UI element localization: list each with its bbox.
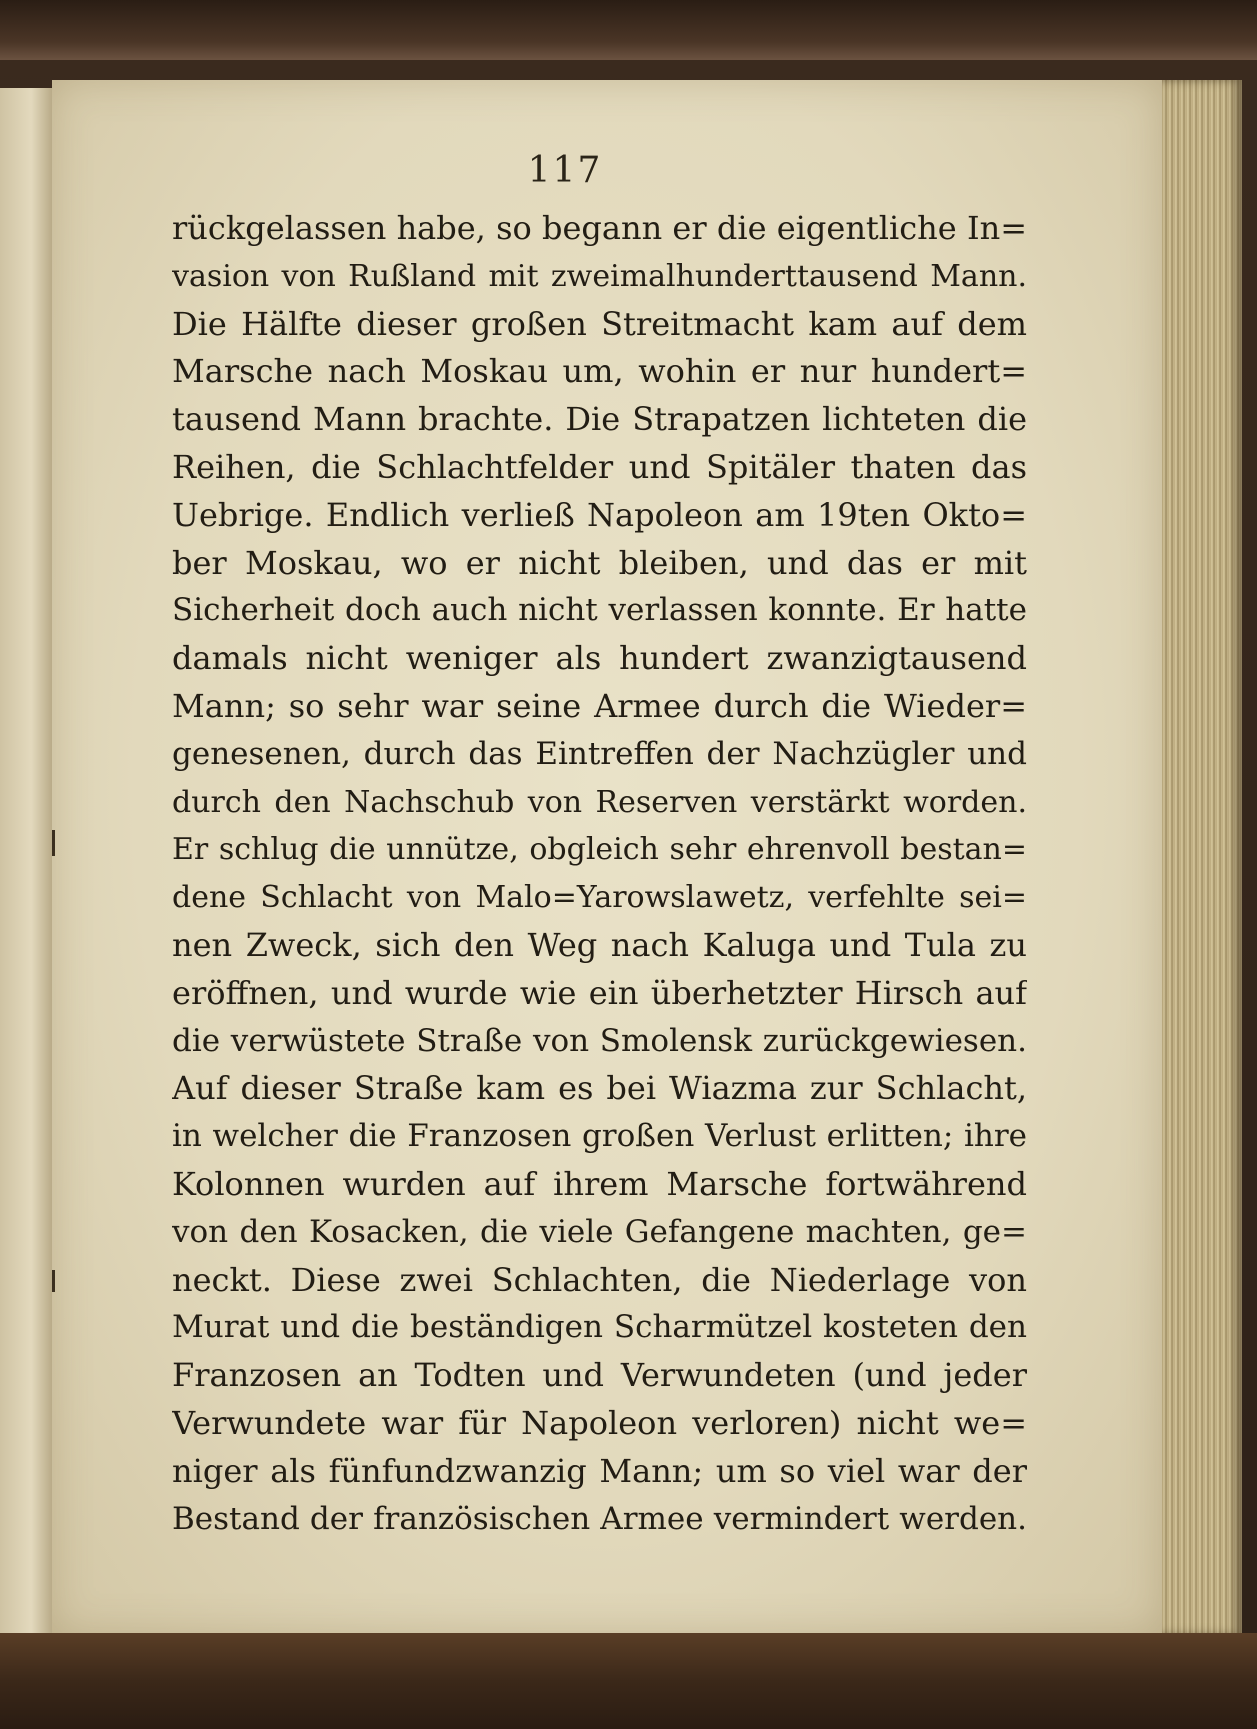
text-line: Bestand der französischen Armee vermindert werden. xyxy=(172,1500,1027,1537)
body-text xyxy=(172,205,1027,1543)
text-line: Kolonnen wurden auf ihrem Marsche fortwährend xyxy=(172,1164,1027,1203)
text-line: Murat und die beständigen Scharmützel kosteten den xyxy=(172,1309,1027,1346)
text-line: Uebrige. Endlich verließ Napoleon am 19ten Okto= xyxy=(172,495,1027,534)
text-line: niger als fünfundzwanzig Mann; um so viel war der xyxy=(172,1451,1027,1490)
text-line: nen Zweck, sich den Weg nach Kaluga und Tula zu xyxy=(172,925,1027,964)
text-line: Er schlug die unnütze, obgleich sehr ehrenvoll bestan= xyxy=(172,832,1027,868)
text-line: Reihen, die Schlachtfelder und Spitäler thaten das xyxy=(172,447,1027,486)
text-line: genesenen, durch das Eintreffen der Nachzügler und xyxy=(172,735,1027,772)
bottom-binding-edge xyxy=(0,1633,1257,1729)
text-line: eröffnen, und wurde wie ein überhetzter Hirsch auf xyxy=(172,973,1027,1012)
text-line: die verwüstete Straße von Smolensk zurückgewiesen. xyxy=(172,1022,1027,1059)
text-line: Franzosen an Todten und Verwundeten (und jeder xyxy=(172,1356,1027,1395)
text-line: durch den Nachschub von Reserven verstärkt worden. xyxy=(172,784,1027,820)
margin-mark xyxy=(52,1270,55,1292)
left-page-sliver xyxy=(0,88,54,1633)
text-line: Sicherheit doch auch nicht verlassen konnte. Er hatte xyxy=(172,592,1027,629)
text-line: Die Hälfte dieser großen Streitmacht kam auf dem xyxy=(172,304,1027,343)
text-line: rückgelassen habe, so begann er die eigentliche In= xyxy=(172,209,1027,247)
text-line: von den Kosacken, die viele Gefangene machten, ge= xyxy=(172,1213,1027,1250)
text-line: ber Moskau, wo er nicht bleiben, und das er mit xyxy=(172,543,1027,582)
text-line: Marsche nach Moskau um, wohin er nur hundert= xyxy=(172,352,1027,391)
margin-mark xyxy=(52,830,55,856)
text-line: vasion von Rußland mit zweimalhunderttausend Mann. xyxy=(172,258,1027,294)
text-line: Auf dieser Straße kam es bei Wiazma zur Schlacht, xyxy=(172,1069,1027,1108)
text-line: neckt. Diese zwei Schlachten, die Niederlage von xyxy=(172,1260,1027,1299)
page-number: 117 xyxy=(527,150,603,191)
text-line: in welcher die Franzosen großen Verlust erlitten; ihre xyxy=(172,1118,1027,1155)
page-fore-edge xyxy=(1162,80,1242,1635)
text-line: damals nicht weniger als hundert zwanzigtausend xyxy=(172,639,1027,678)
text-line: Verwundete war für Napoleon verloren) nicht we= xyxy=(172,1403,1027,1442)
text-line: dene Schlacht von Malo=Yarowslawetz, verfehlte sei= xyxy=(172,880,1027,916)
text-line: tausend Mann brachte. Die Strapatzen lichteten die xyxy=(172,400,1027,439)
top-binding-edge xyxy=(0,0,1257,60)
text-line: Mann; so sehr war seine Armee durch die Wieder= xyxy=(172,686,1027,725)
